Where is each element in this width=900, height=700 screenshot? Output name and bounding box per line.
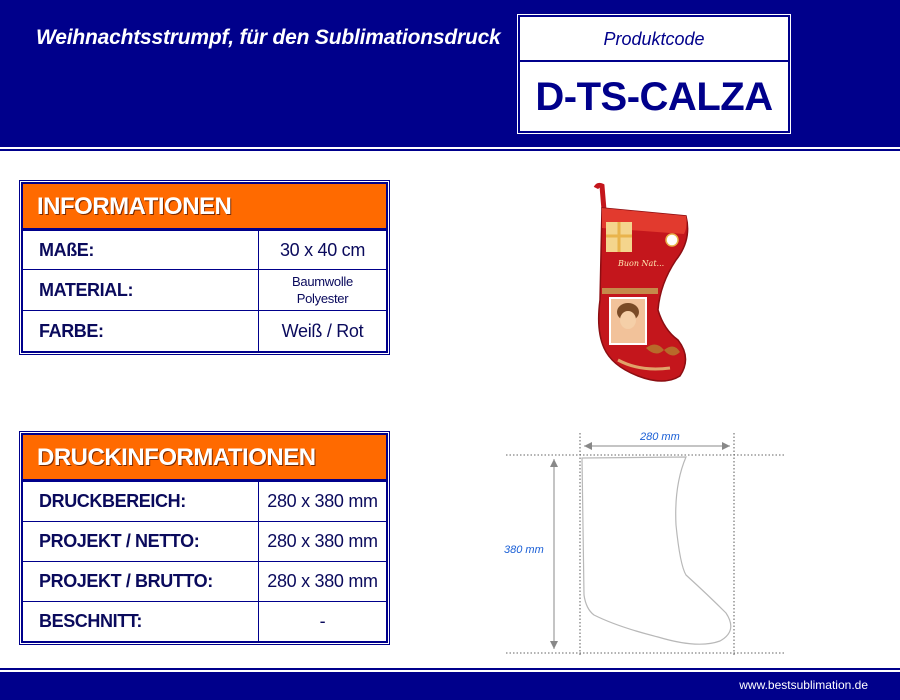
width-label: 280 mm [640,431,680,443]
width-arrow-head-left [584,442,592,450]
info-table [21,182,388,353]
product-code-value: D-TS-CALZA [535,75,773,119]
print-info-heading: DRUCKINFORMATIONEN [23,435,386,481]
row-value: - [319,611,326,631]
row-label: FARBE: [23,311,259,351]
product-photo [560,180,710,390]
row-value: 280 x 380 mm [267,491,378,511]
row-label: BESCHNITT: [23,602,259,641]
table-row [23,230,386,269]
material-line: Baumwolle [292,274,353,289]
footer-bar [0,672,900,700]
row-value: 280 x 380 mm [267,531,378,551]
page-title: Weihnachtsstrumpf, für den Sublimationsdruck [36,26,501,49]
table-row [23,521,386,561]
row-label: MAßE: [23,231,259,269]
table-row [23,481,386,521]
height-label: 380 mm [504,544,544,556]
header-bar [0,0,900,147]
row-label: DRUCKBEREICH: [23,482,259,521]
row-value: Weiß / Rot [281,320,364,341]
row-value: 30 x 40 cm [279,239,366,260]
table-row [23,310,386,351]
width-arrow-head-right [722,442,730,450]
print-info-table [21,433,388,643]
hanging-loop [596,185,604,210]
info-table-heading: INFORMATIONEN [23,184,386,230]
footer-divider [0,668,900,670]
footer-url[interactable]: www.bestsublimation.de [739,678,868,692]
row-value [259,270,386,310]
row-label: PROJEKT / BRUTTO: [23,562,259,601]
table-row [23,601,386,641]
stocking-outline [582,457,731,644]
row-label: MATERIAL: [23,270,259,310]
height-arrow-head-top [550,459,558,467]
product-code-box [518,15,790,133]
stocking-printed-text: Buon Nat... [618,259,665,268]
ornament [666,234,678,246]
row-value: 280 x 380 mm [267,571,378,591]
row-label: PROJEKT / NETTO: [23,522,259,561]
table-row [23,269,386,310]
product-code-label: Produktcode [520,17,788,62]
material-line: Polyester [296,291,349,306]
dimension-diagram [498,425,798,665]
height-arrow-head-bottom [550,641,558,649]
child-face [620,311,636,329]
cookie-border [602,288,658,294]
table-row [23,561,386,601]
header-divider [0,149,900,151]
